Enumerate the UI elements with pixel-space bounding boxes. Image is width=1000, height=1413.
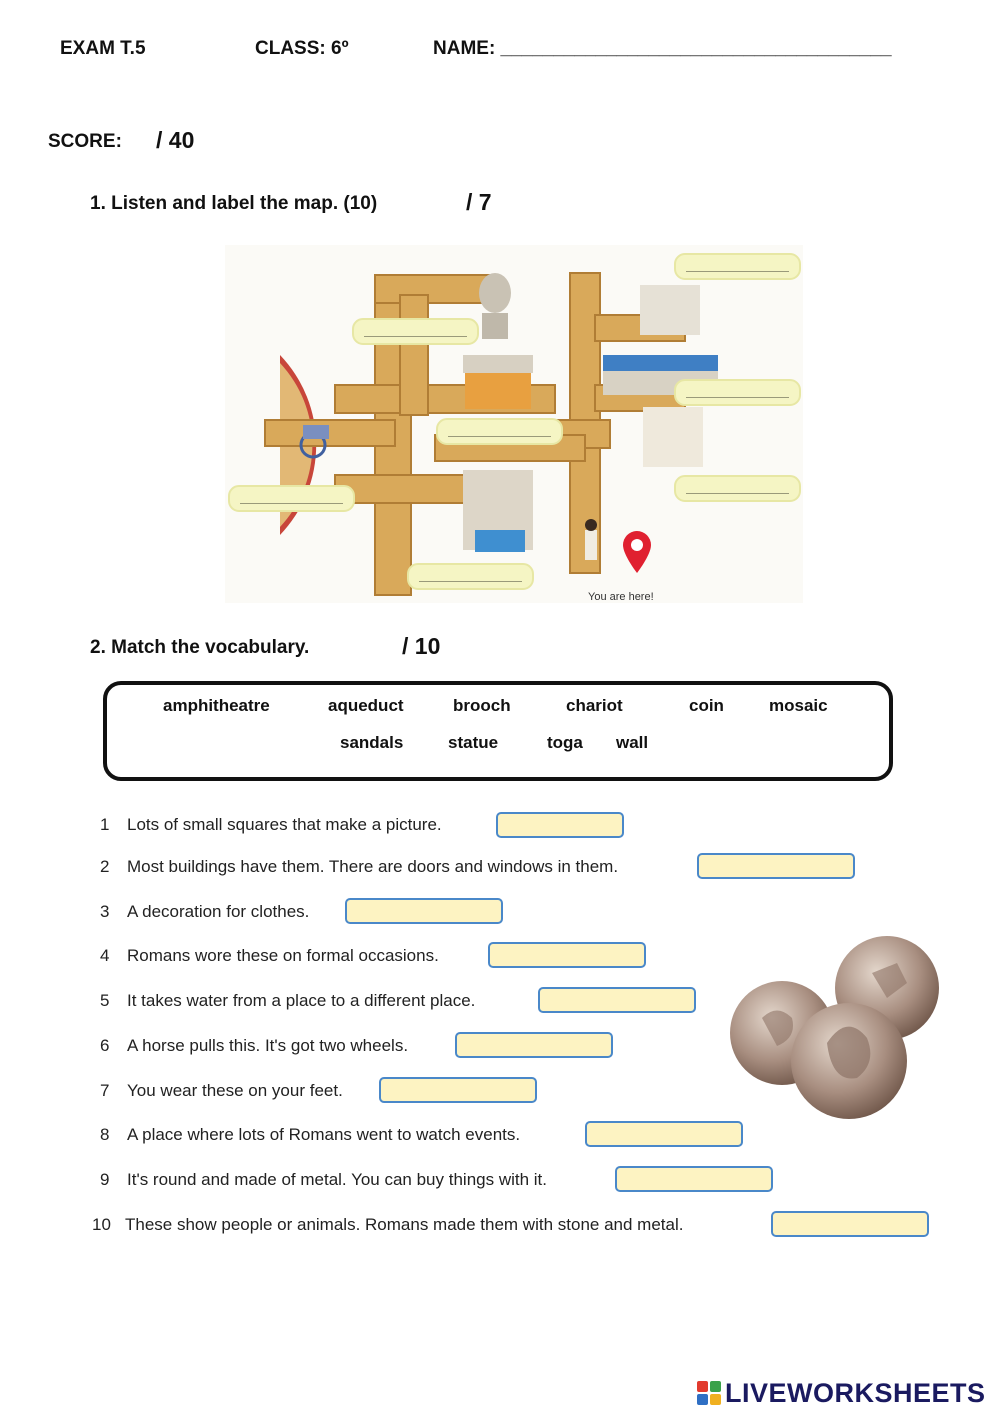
- section2-score: / 10: [402, 633, 441, 659]
- liveworksheets-logo: [697, 1376, 986, 1410]
- question-number: 4: [100, 946, 110, 965]
- map-label-7[interactable]: [407, 563, 534, 590]
- word-bank-item: brooch: [453, 696, 511, 715]
- answer-input-3[interactable]: [345, 898, 503, 924]
- brand-name: LIVEWORKSHEETS: [725, 1377, 986, 1408]
- word-bank-item: aqueduct: [328, 696, 404, 715]
- answer-input-9[interactable]: [615, 1166, 773, 1192]
- answer-input-1[interactable]: [496, 812, 624, 838]
- question-number: 2: [100, 857, 110, 876]
- answer-input-10[interactable]: [771, 1211, 929, 1237]
- word-bank-item: chariot: [566, 696, 623, 715]
- question-number: 5: [100, 991, 110, 1010]
- question-number: 9: [100, 1170, 110, 1189]
- word-bank-item: amphitheatre: [163, 696, 270, 715]
- question-number: 3: [100, 902, 110, 921]
- map-label-5[interactable]: [674, 475, 801, 502]
- you-are-here-label: You are here!: [588, 591, 654, 603]
- question-number: 7: [100, 1081, 110, 1100]
- answer-input-6[interactable]: [455, 1032, 613, 1058]
- answer-input-5[interactable]: [538, 987, 696, 1013]
- word-bank-item: toga: [547, 733, 583, 752]
- question-text: Romans wore these on formal occasions.: [127, 946, 439, 965]
- map-label-1[interactable]: [674, 253, 801, 280]
- map-label-3[interactable]: [674, 379, 801, 406]
- question-number: 1: [100, 815, 110, 834]
- word-bank-item: coin: [689, 696, 724, 715]
- section1-score: / 7: [466, 189, 492, 215]
- question-text: These show people or animals. Romans made them with stone and metal.: [125, 1215, 684, 1234]
- answer-input-8[interactable]: [585, 1121, 743, 1147]
- section2-title: 2. Match the vocabulary.: [90, 637, 310, 658]
- class-label: CLASS: 6º: [255, 38, 349, 59]
- question-text: A decoration for clothes.: [127, 902, 310, 921]
- word-bank-item: statue: [448, 733, 499, 752]
- score-total: / 40: [156, 127, 195, 153]
- question-number: 8: [100, 1125, 110, 1144]
- score-label: SCORE:: [48, 131, 122, 152]
- question-text: A horse pulls this. It's got two wheels.: [127, 1036, 409, 1055]
- question-text: Most buildings have them. There are doors and windows in them.: [127, 857, 619, 876]
- word-bank-item: sandals: [340, 733, 404, 752]
- question-text: A place where lots of Romans went to watch events.: [127, 1125, 521, 1144]
- answer-input-7[interactable]: [379, 1077, 537, 1103]
- name-field[interactable]: NAME: _____________________________________: [433, 38, 892, 59]
- liveworksheets-icon: [697, 1381, 721, 1405]
- question-text: You wear these on your feet.: [127, 1081, 343, 1100]
- word-bank-item: wall: [616, 733, 649, 752]
- map-label-6[interactable]: [228, 485, 355, 512]
- map-label-2[interactable]: [352, 318, 479, 345]
- question-text: It's round and made of metal. You can buy things with it.: [127, 1170, 548, 1189]
- question-number: 6: [100, 1036, 110, 1055]
- map-label-4[interactable]: [436, 418, 563, 445]
- roman-coins-image: [727, 933, 951, 1123]
- word-bank-item: mosaic: [769, 696, 828, 715]
- answer-input-2[interactable]: [697, 853, 855, 879]
- section1-title: 1. Listen and label the map. (10): [90, 193, 378, 214]
- question-text: It takes water from a place to a different place.: [127, 991, 476, 1010]
- exam-title: EXAM T.5: [60, 38, 146, 59]
- question-number: 10: [92, 1215, 111, 1234]
- answer-input-4[interactable]: [488, 942, 646, 968]
- question-text: Lots of small squares that make a picture.: [127, 815, 442, 834]
